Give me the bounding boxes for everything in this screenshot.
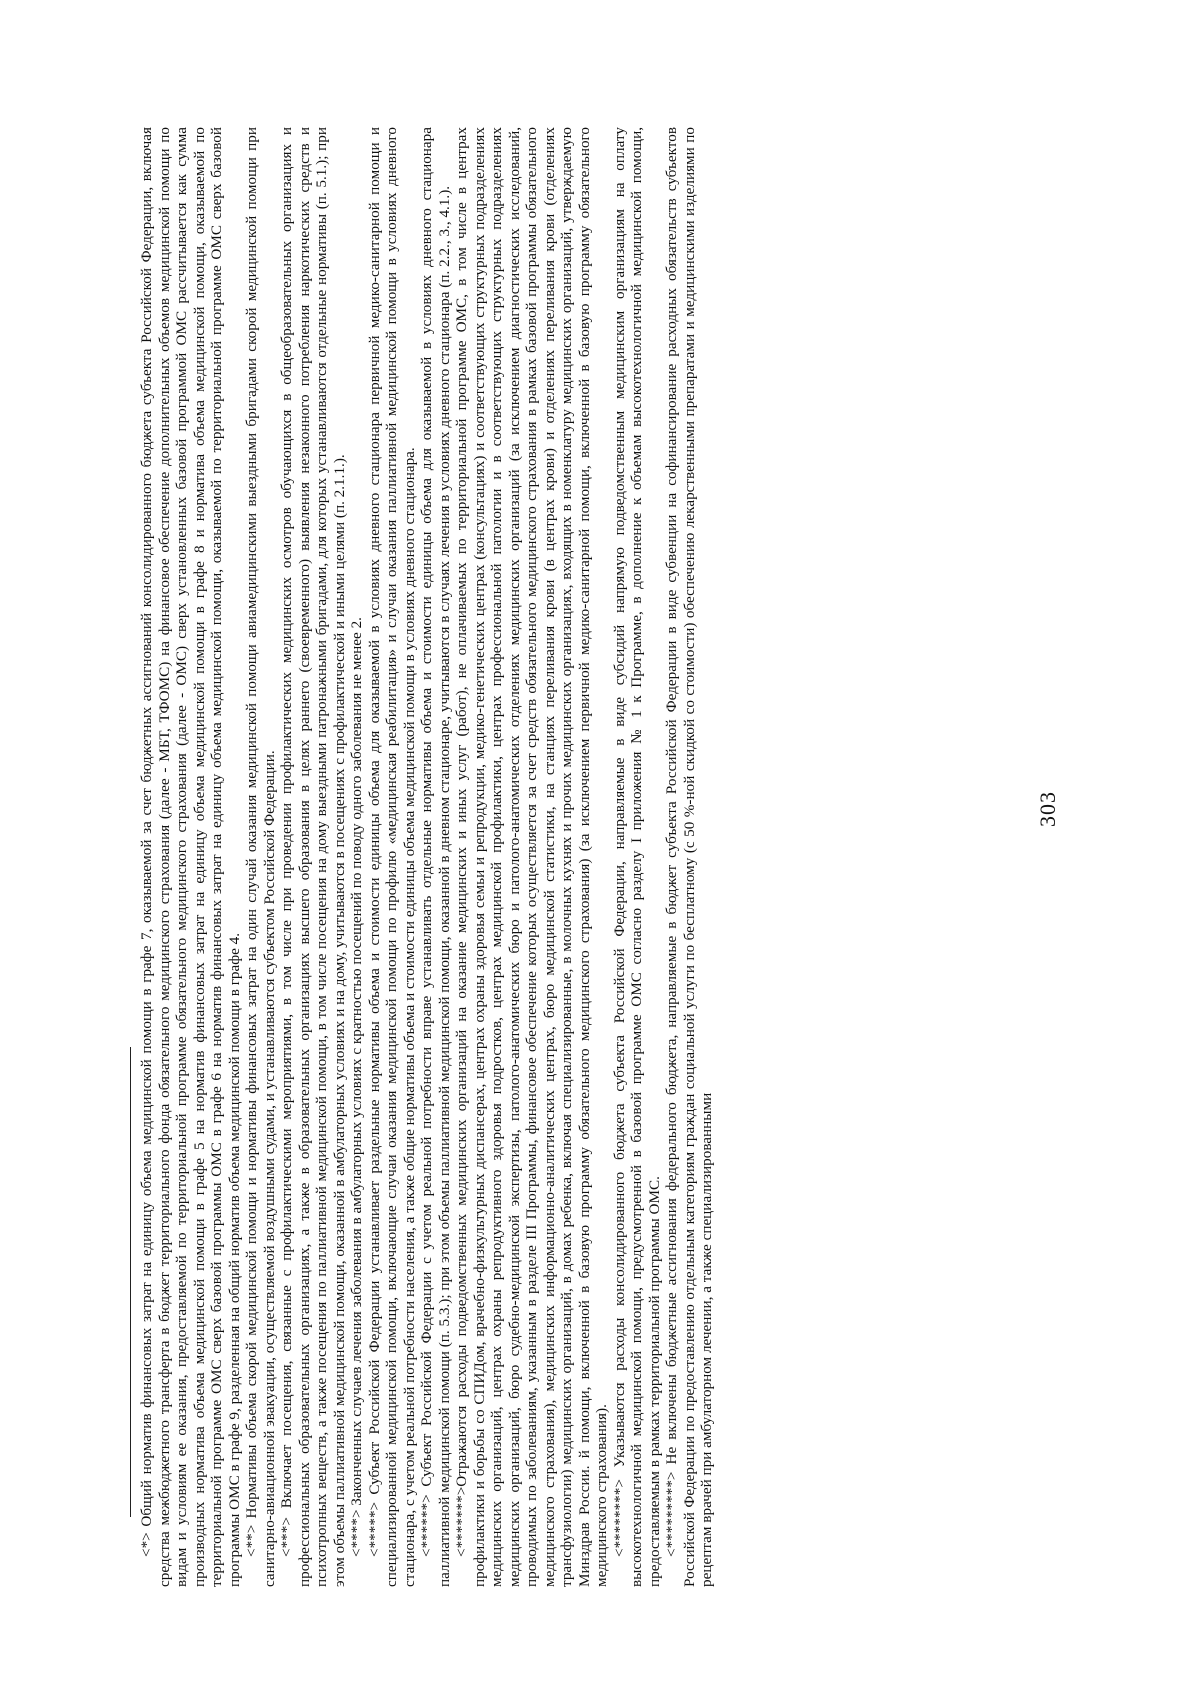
footnote-separator-line (130, 1047, 131, 1517)
footnote-text: Отражаются расходы подведомственных медицинских организаций на оказание медицинских и иных услуг (работ), не оплачиваемых по территориальной программе ОМС, в том числе в центрах профилактики и борьбы со СПИДом, врачебно-физкультурных диспансерах, центрах охраны здоровья семьи и репродукции, медико-генетических центрах (консультациях) и соответствующих структурных подразделениях медицинских организаций, центрах охраны репродуктивного здоровья подростков, центрах медицинской профилактики, центрах профессиональной патологии и в соответствующих структурных подразделениях медицинских организаций, бюро судебно-медицинской экспертизы, патолого-анатомических бюро и патолого-анатомических отделениях медицинских организаций (за исключением диагностических исследований, проводимых по заболеваниям, указанным в разделе III Программы, финансовое обеспечение которых осуществляется за счет средств обязательного медицинского страхования в рамках базовой программы обязательного медицинского страхования), медицинских информационно-аналитических центрах, бюро медицинской статистики, на станциях переливания крови (в центрах крови) и отделениях переливания крови (отделениях трансфузиологии) медицинских организаций, в домах ребенка, включая специализированные, в молочных кухнях и прочих медицинских организациях, входящих в номенклатуру медицинских организаций, утверждаемую Минздрав России. й помощи, включенной в базовую программу обязательного медицинского страхования) (за исключением первичной медико-санитарной помощи, включенной в базовую программу обязательного медицинского страхования). (453, 127, 610, 1587)
footnote-text: Законченных случаев лечения заболевания в амбулаторных условиях с кратностью посещений по поводу одного заболевания не менее 2. (348, 617, 365, 1510)
footnote-9 (663, 127, 716, 1587)
footnote-6 (418, 127, 453, 1587)
footnote-8 (611, 127, 664, 1587)
footnote-2 (243, 127, 278, 1587)
footnote-4 (348, 127, 366, 1587)
footnotes-block (138, 127, 716, 1587)
page-number: 303 (1035, 791, 1060, 827)
footnote-text: Субъект Российской Федерации с учетом реальной потребности вправе устанавливать отдельные нормативы объема и стоимости единицы объема для оказываемой в условиях дневного стационара паллиативной медицинской помощи (п. 5.3.); при этом объемы паллиативной медицинской помощи, оказанной в дневном стационаре, учитываются в случаях лечения в условиях дневного стационара (п. 2.2., 3., 4.1.). (418, 127, 453, 1587)
footnote-mark: <*******> (453, 1486, 470, 1557)
footnote-text: Не включены бюджетные ассигнования федерального бюджета, направляемые в бюджет субъекта Российской Федерации в виде субвенции на софинансирование расходных обязательств субъектов Российской Федерации по предоставлению отдельным категориям граждан социальной услуги по бесплатному (с 50 %-ной скидкой со стоимости) обеспечению лекарственными препаратами и медицинскими изделиями по рецептам врачей при амбулаторном лечении, а также специализированными (663, 127, 715, 1587)
footnote-text: Указываются расходы консолидированного бюджета субъекта Российской Федерации, направляемые в виде субсидий напрямую подведомственным медицинским организациям на оплату высокотехнологичной медицинской помощи, предусмотренной в базовой программе ОМС согласно разделу I приложения № 1 к Программе, в дополнение к объемам высокотехнологичной медицинской помощи, предоставляемым в рамках территориальной программы ОМС. (610, 127, 663, 1587)
footnote-mark: <*********> (663, 1471, 680, 1557)
footnote-mark: <******> (418, 1494, 435, 1557)
footnote-5 (366, 127, 419, 1587)
footnote-mark: <***> (278, 1517, 295, 1557)
footnotes-sheet (130, 127, 1130, 1587)
footnote-3 (278, 127, 348, 1587)
footnote-mark: <*> (138, 1532, 155, 1557)
footnote-text: Включает посещения, связанные с профилактическими мероприятиями, в том числе при проведении профилактических медицинских осмотров обучающихся в общеобразовательных организациях и профессиональных образовательных организациях, а также в образовательных организациях высшего образования в целях раннего (своевременного) выявления незаконного потребления наркотических средств и психотропных веществ, а также посещения по паллиативной медицинской помощи, в том числе посещения на дому выездными патронажными бригадами, для которых устанавливаются отдельные нормативы (п. 5.1.); при этом объемы паллиативной медицинской помощи, оказанной в амбулаторных условиях и на дому, учитываются в посещениях с профилактической и иными целями (п. 2.1.1.). (278, 127, 348, 1587)
footnote-text: Общий норматив финансовых затрат на единицу объема медицинской помощи в графе 7, оказываемой за счет бюджетных ассигнований консолидированного бюджета субъекта Российской Федерации, включая средства межбюджетного трансферта в бюджет территориального фонда обязательного медицинского страхования (далее - МБТ, ТФОМС) на финансовое обеспечение дополнительных объемов медицинской помощи по видам и условиям ее оказания, предоставляемой по территориальной программе обязательного медицинского страхования (далее - ОМС) сверх установленных базовой программой ОМС рассчитывается как сумма производных норматива объема медицинской помощи в графе 5 на норматив финансовых затрат на единицу объема медицинской помощи в графе 8 и норматива объема медицинской помощи, оказываемой по территориальной программе ОМС сверх базовой программы ОМС в графе 6 на норматив финансовых затрат на единицу объема медицинской помощи, оказываемой по территориальной программе ОМС сверх базовой программы ОМС в графе 9, разделенная на общий норматив объема медицинской помощи в графе 4. (138, 127, 243, 1587)
footnote-mark: <*****> (365, 1501, 383, 1557)
footnote-1 (138, 127, 243, 1587)
footnote-mark: <********> (610, 1479, 628, 1557)
footnote-mark: <**> (243, 1524, 260, 1557)
footnote-mark: <****> (348, 1509, 365, 1557)
footnote-text: Нормативы объема скорой медицинской помощи и нормативы финансовых затрат на один случай оказания медицинской помощи авиамедицинскими выездными бригадами скорой медицинской помощи при санитарно-авиационной эвакуации, осуществляемой воздушными судами, и устанавливаются субъектом Российской Федерации. (243, 127, 278, 1587)
footnote-7 (453, 127, 611, 1587)
footnote-text: Субъект Российской Федерации устанавливает раздельные нормативы объема и стоимости единицы объема для оказываемой в условиях дневного стационара первичной медико-санитарной помощи и специализированной медицинской помощи, включающие случаи оказания медицинской помощи по профилю «медицинская реабилитация» и случаи оказания паллиативной медицинской помощи в условиях дневного стационара, с учетом реальной потребности населения, а также общие нормативы объема и стоимости единицы объема медицинской помощи в условиях дневного стационара. (365, 127, 418, 1587)
